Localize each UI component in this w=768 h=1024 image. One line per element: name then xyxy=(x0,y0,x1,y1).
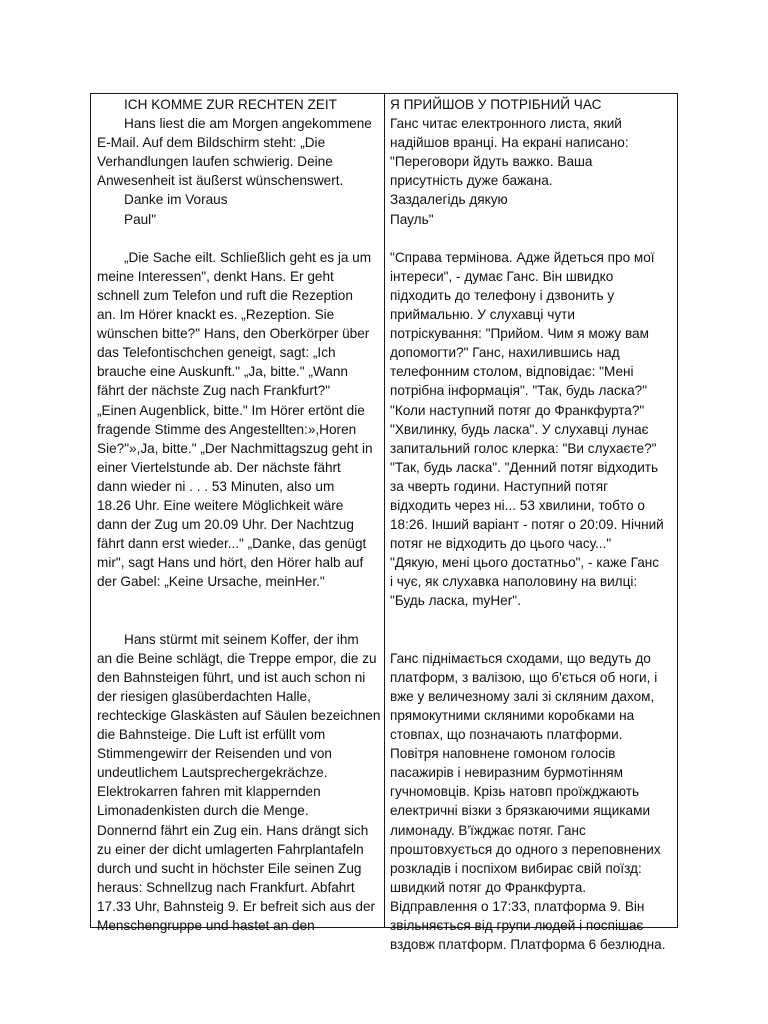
text-line: Повітря наповнене гомоном голосів xyxy=(390,746,616,762)
german-column xyxy=(97,95,379,935)
text-line: die Bahnsteige. Die Luft ist erfüllt vom xyxy=(97,727,326,743)
text-line: Ганс піднімається сходами, що ведуть до xyxy=(390,650,651,666)
text-line: надійшов вранці. На екрані написано: xyxy=(390,135,629,151)
text-line: "Коли наступний потяг до Франкфурта?" xyxy=(390,402,645,418)
text-line: присутність дуже бажана. xyxy=(390,173,553,189)
text-line: 18:26. Інший варіант - потяг о 20:09. Нічний xyxy=(390,517,664,533)
text-line: "Дякую, мені цього достатньо", - каже Ганс xyxy=(390,555,660,571)
text-line: інтереси", - думає Ганс. Він швидко xyxy=(390,268,614,284)
text-line: schnell zum Telefon und ruft die Rezeption xyxy=(97,287,353,303)
text-line: „Die Sache eilt. Schließlich geht es ja um xyxy=(124,249,372,265)
text-line: einer Viertelstunde ab. Der nächste fährt xyxy=(97,459,341,475)
text-line: dann der Zug um 20.09 Uhr. Der Nachtzug xyxy=(97,517,354,533)
text-line: Заздалегідь дякую xyxy=(390,192,508,208)
text-line: допомогти?" Ганс, нахилившись над xyxy=(390,345,620,361)
text-line: wünschen bitte?" Hans, den Oberkörper über xyxy=(97,326,370,342)
section-title: ICH KOMME ZUR RECHTEN ZEIT xyxy=(124,97,337,112)
text-line: розкладів і поспіхом вибирає свій поїзд: xyxy=(390,860,642,876)
text-line: підходить до телефону і дзвонить у xyxy=(390,287,615,303)
ukrainian-column xyxy=(390,95,674,954)
text-line: потяг не відходить до цього часу..." xyxy=(390,536,612,552)
text-line: електричні візки з брязкаючими ящиками xyxy=(390,803,651,819)
text-line: durch und sucht in höchster Eile seinen Zug xyxy=(97,860,362,876)
text-line: Ганс читає електронного листа, який xyxy=(390,116,622,132)
text-line: Donnernd fährt ein Zug ein. Hans drängt sich xyxy=(97,822,369,838)
text-line: запитальний голос клерка: "Ви слухаєте?" xyxy=(390,440,657,456)
text-line: вже у величезному залі зі скляним дахом, xyxy=(390,688,655,704)
text-line: fragende Stimme des Angestellten:»,Horen xyxy=(97,421,357,437)
blank-line xyxy=(390,229,674,248)
text-line: Відправлення о 17:33, платформа 9. Він xyxy=(390,898,645,914)
text-line: Verhandlungen laufen schwierig. Deine xyxy=(97,154,333,170)
text-line: прямокутними скляними коробками на xyxy=(390,708,635,723)
text-line: dann wieder ni . . . 53 Minuten, also um xyxy=(97,478,335,494)
text-line: потріскування: "Прийом. Чим я можу вам xyxy=(390,326,649,342)
blank-line xyxy=(390,630,674,649)
section-title: Я ПРИЙШОВ У ПОТРІБНИЙ ЧАС xyxy=(390,97,602,112)
text-line: fährt der nächste Zug nach Frankfurt?" xyxy=(97,383,331,399)
text-line: платформ, з валізою, що б'ється об ноги, і xyxy=(390,669,658,685)
text-line: "Хвилинку, будь ласка". У слухавці лунає xyxy=(390,421,649,437)
text-line: das Telefontischchen geneigt, sagt: „Ich xyxy=(97,345,336,361)
text-line: Hans liest die am Morgen angekommene xyxy=(124,116,372,132)
blank-line xyxy=(390,611,674,630)
text-line: heraus: Schnellzug nach Frankfurt. Abfahrt xyxy=(97,879,355,895)
text-line: і чує, як слухавка наполовину на вилці: xyxy=(390,574,638,590)
text-line: "Так, будь ласка". "Денний потяг відходить xyxy=(390,459,659,475)
text-line: потрібна інформація". "Так, будь ласка?" xyxy=(390,383,648,399)
text-line: den Bahnsteigen führt, und ist auch schon ni xyxy=(97,669,366,685)
text-line: пасажирів і невиразним бурмотінням xyxy=(390,765,623,781)
text-line: швидкий потяг до Франкфурта. xyxy=(390,879,587,895)
text-line: rechteckige Glaskästen auf Säulen bezeichnen xyxy=(97,708,381,723)
text-line: zu einer der dicht umlagerten Fahrplantafeln xyxy=(97,841,364,857)
bilingual-table xyxy=(90,93,678,953)
text-line: телефонним столом, відповідає: "Мені xyxy=(390,364,634,380)
text-line: an. Im Hörer knackt es. „Rezeption. Sie xyxy=(97,307,335,323)
column-divider xyxy=(384,94,385,927)
text-line: "Будь ласка, myHer". xyxy=(390,593,521,609)
blank-line xyxy=(97,229,379,248)
text-line: за чверть години. Наступний потяг xyxy=(390,478,609,494)
text-line: E-Mail. Auf dem Bildschirm steht: „Die xyxy=(97,135,326,151)
text-line: der Gabel: „Keine Ursache, meinHer." xyxy=(97,574,325,590)
blank-line xyxy=(97,591,379,610)
text-line: "Переговори йдуть важко. Ваша xyxy=(390,154,593,170)
text-line: Elektrokarren fahren mit klappernden xyxy=(97,784,321,800)
text-line: Sie?"»,Ja, bitte." „Der Nachmittagszug geht in xyxy=(97,440,373,456)
text-line: Menschengruppe und hastet an den xyxy=(97,918,315,934)
blank-line xyxy=(97,611,379,630)
text-line: лимонаду. В'їжджає потяг. Ганс xyxy=(390,822,586,838)
text-line: „Einen Augenblick, bitte." Im Hörer ertönt die xyxy=(97,402,365,418)
text-line: brauche eine Auskunft." „Ja, bitte." „Wann xyxy=(97,364,348,380)
text-line: Пауль" xyxy=(390,211,434,227)
text-line: 18.26 Uhr. Eine weitere Möglichkeit wäre xyxy=(97,497,344,513)
text-line: Limonadenkisten durch die Menge. xyxy=(97,803,309,819)
text-line: "Справа термінова. Адже йдеться про мої xyxy=(390,249,655,265)
text-line: fährt dann erst wieder..." „Danke, das genügt xyxy=(97,536,367,552)
text-line: проштовхується до одного з переповнених xyxy=(390,841,661,857)
text-line: mir", sagt Hans und hört, den Hörer halb auf xyxy=(97,555,364,571)
text-line: meine Interessen", denkt Hans. Er geht xyxy=(97,268,334,284)
text-line: звільняється від групи людей і поспішає xyxy=(390,918,644,934)
text-line: Hans stürmt mit seinem Koffer, der ihm xyxy=(124,631,359,647)
text-line: приймальню. У слухавці чути xyxy=(390,307,575,323)
text-line: der riesigen glasüberdachten Halle, xyxy=(97,688,311,704)
text-line: Anwesenheit ist äußerst wünschenswert. xyxy=(97,173,344,189)
text-line: an die Beine schlägt, die Treppe empor, die zu xyxy=(97,650,377,666)
text-line: 17.33 Uhr, Bahnsteig 9. Er befreit sich aus der xyxy=(97,898,376,914)
text-line: відходить через ні... 53 хвилини, тобто о xyxy=(390,497,645,513)
text-line: гучномовців. Крізь натовп проїжджають xyxy=(390,784,640,800)
text-line: Paul" xyxy=(124,211,157,227)
text-line: Stimmengewirr der Reisenden und von xyxy=(97,746,332,762)
text-line: вздовж платформ. Платформа 6 безлюдна. xyxy=(390,937,666,953)
text-line: Danke im Voraus xyxy=(124,192,228,208)
text-line: стовпах, що позначають платформи. xyxy=(390,727,623,743)
text-line: undeutlichem Lautsprechergekrächze. xyxy=(97,765,328,781)
